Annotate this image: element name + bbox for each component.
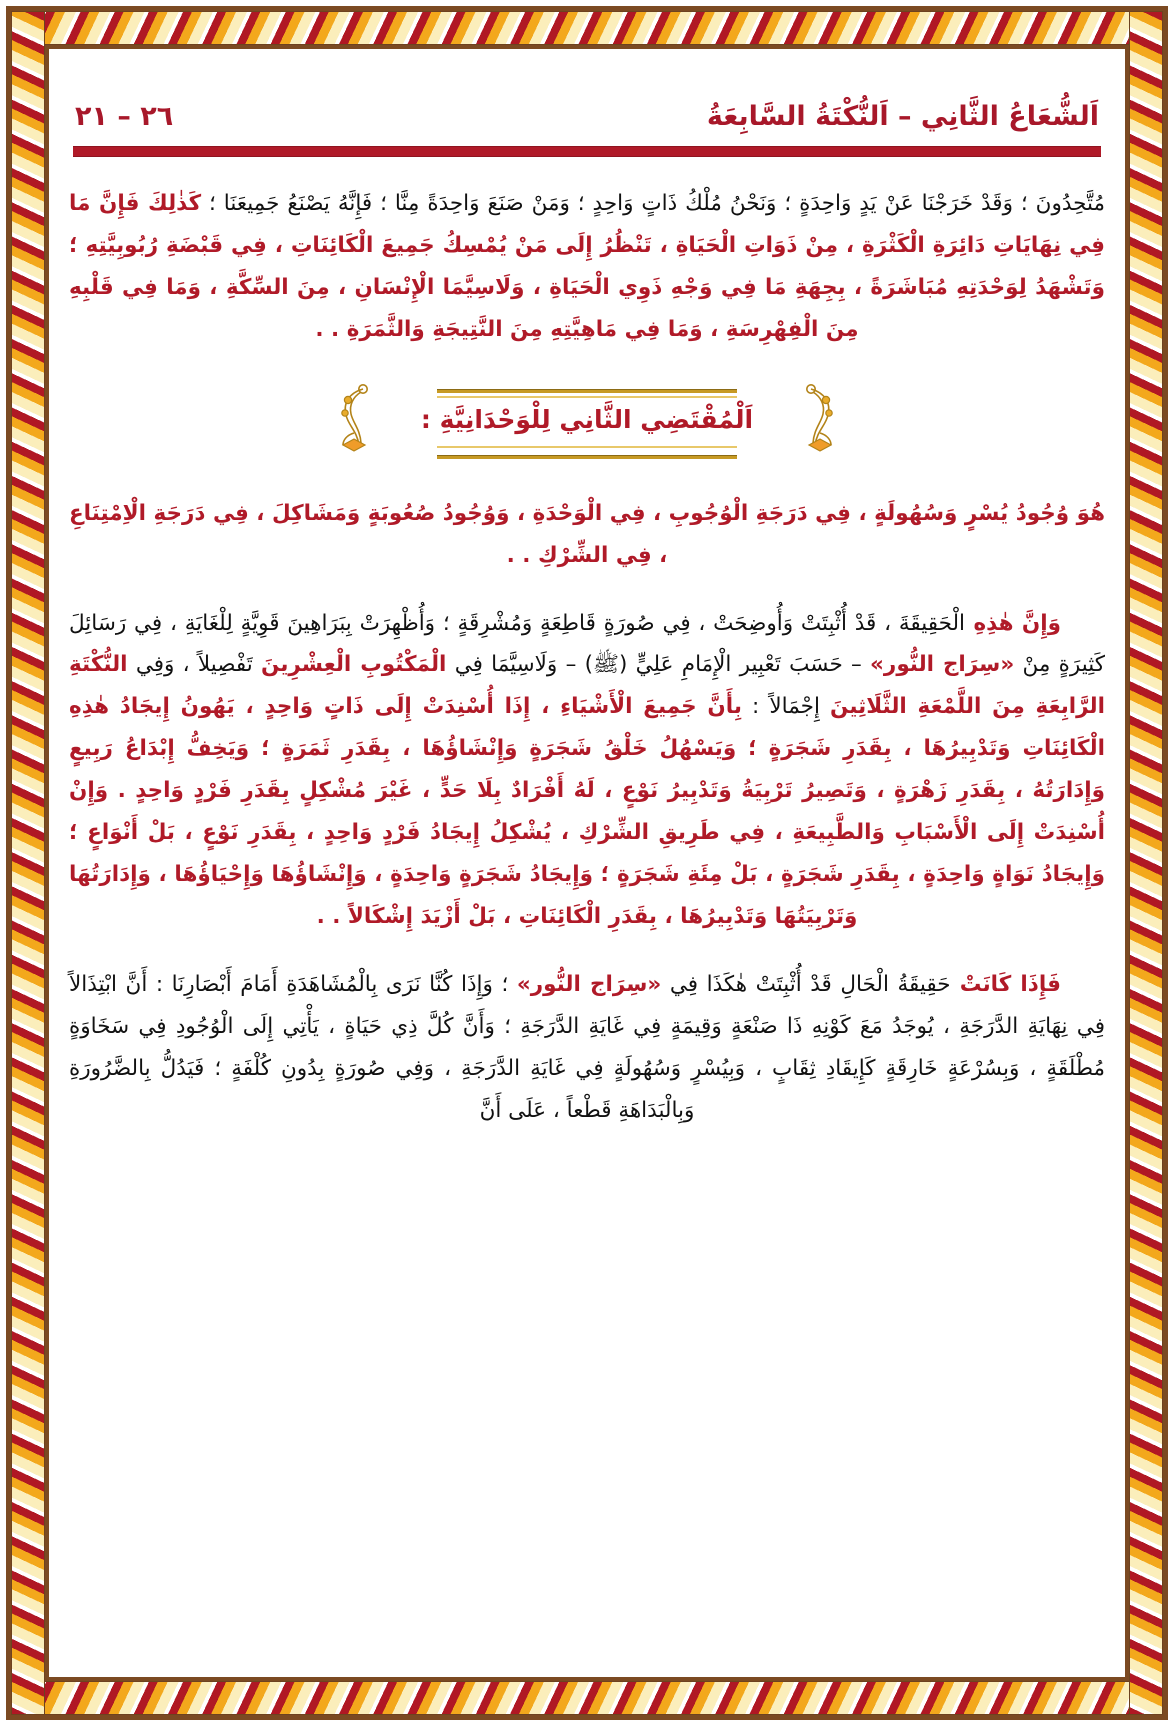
paragraph-4-run-4: ؛ وَإِذَا كُنَّا نَرَى بِالْمُشَاهَدَةِ أَمَامَ أَبْصَارِنَا : أَنَّ ابْتِذَالاً فِي نِهَايَةِ الدَّرَجَةِ ، يُوجَدُ مَعَ كَوْنِهِ ذَا صَنْعَةٍ وَقِيمَةٍ فِي غَايَةِ الدَّرَجَةِ ؛ وَأَنَّ كُلَّ ذِي حَيَاةٍ ، يَأْتِي إِلَى الْوُجُودِ فِي سَخَاوَةٍ مُطْلَقَةٍ ، وَبِسُرْعَةٍ خَارِقَةٍ كَإِيقَادِ ثِقَابٍ ، وَبِيُسْرٍ وَسُهُولَةٍ فِي غَايَةِ الدَّرَجَةِ ، وَفِي صُورَةٍ بِدُونِ كُلْفَةٍ ؛ فَيَدُلُّ بِالضَّرُورَةِ وَبِالْبَدَاهَةِ قَطْعاً ، عَلَى أَنَّ: [69, 971, 1105, 1123]
heading-cartouche: [331, 381, 843, 467]
paragraph-3-run-1: وَإِنَّ هٰذِهِ: [965, 610, 1061, 636]
page-content: [55, 55, 1119, 1671]
paragraph-4-run-1: فَإِذَا كَانَتْ: [950, 971, 1061, 997]
paragraph-3-run-8: إِجْمَالاً :: [741, 694, 831, 720]
header-title: اَلشُّعَاعُ الثَّانِي – اَلنُّكْتَةُ السَّابِعَةُ: [706, 101, 1099, 132]
paragraph-1-run-1: مُتَّحِدُونَ ؛ وَقَدْ خَرَجْنَا عَنْ يَدٍ وَاحِدَةٍ ؛ وَنَحْنُ مُلْكُ ذَاتٍ وَاحِدٍ ؛ وَمَنْ صَنَعَ وَاحِدَةً مِنَّا ؛ فَإِنَّهُ يَصْنَعُ جَمِيعَنَا ؛: [201, 191, 1105, 216]
cartouche-bottom-rule: [437, 455, 737, 459]
paragraph-3-run-2: الْحَقِيقَةَ ، قَدْ أُثْبِتَتْ وَأُوضِحَتْ ، فِي صُورَةٍ قَاطِعَةٍ وَمُشْرِقَةٍ ؛ وَأُظْهِرَتْ بِبَرَاهِينَ قَوِيَّةٍ لِلْغَايَةِ ، فِي رَسَائِلَ كَثِيرَةٍ مِنْ: [69, 610, 1105, 678]
paragraph-3-run-3-siraj-nur: «سِرَاج النُّور»: [870, 652, 1015, 678]
body-text: [63, 183, 1111, 1132]
floral-ornament-right-icon: [803, 383, 837, 453]
paragraph-4-run-2: حَقِيقَةُ الْحَالِ قَدْ أُثْبِتَتْ هٰكَذَا فِي: [661, 971, 951, 997]
border-braid-bottom: [11, 1681, 1163, 1715]
paragraph-4: [69, 964, 1105, 1132]
page-number: ٢٦ – ٢١: [75, 101, 174, 132]
paragraph-3: [69, 603, 1105, 938]
cartouche-top-rule: [437, 389, 737, 393]
heading-box-text: اَلْمُقْتَضِي الثَّانِي لِلْوَحْدَانِيَّةِ :: [420, 404, 754, 434]
floral-ornament-left-icon: [337, 383, 371, 453]
paragraph-3-run-9: بِأَنَّ جَمِيعَ الْأَشْيَاءِ ، إِذَا أُسْنِدَتْ إِلَى ذَاتٍ وَاحِدٍ ، يَهُونُ إِيجَادُ هٰذِهِ الْكَائِنَاتِ وَتَدْبِيرُهَا ، بِقَدَرِ شَجَرَةٍ ؛ وَيَسْهُلُ خَلْقُ شَجَرَةٍ وَإِنْشَاؤُهَا ، بِقَدَرِ ثَمَرَةٍ ؛ وَيَخِفُّ إِبْدَاعُ رَبِيعٍ وَإِدَارَتُهُ ، بِقَدَرِ زَهْرَةٍ ، وَتَصِيرُ تَرْبِيَةُ وَتَدْبِيرُ نَوْعٍ ، لَهُ أَفْرَادٌ بِلَا حَدٍّ ، غَيْرَ مُشْكِلٍ بِقَدَرِ فَرْدٍ وَاحِدٍ . وَإِنْ أُسْنِدَتْ إِلَى الْأَسْبَابِ وَالطَّبِيعَةِ ، فِي طَرِيقِ الشِّرْكِ ، يُشْكِلُ إِيجَادُ فَرْدٍ وَاحِدٍ ، بِقَدَرِ نَوْعٍ ، بَلْ أَنْوَاعٍ ؛ وَإِيجَادُ نَوَاةٍ وَاحِدَةٍ ، بِقَدَرِ شَجَرَةٍ ، بَلْ مِئَةِ شَجَرَةٍ ؛ وَإِيجَادُ شَجَرَةٍ وَاحِدَةٍ ، وَإِنْشَاؤُهَا وَإِحْيَاؤُهَا ، وَإِدَارَتُهَا وَتَرْبِيَتُهَا وَتَدْبِيرُهَا ، بِقَدَرِ الْكَائِنَاتِ ، بَلْ أَزْيَدَ إِشْكَالاً . .: [69, 694, 1105, 929]
header-rule: [73, 146, 1101, 157]
border-braid-right: [1129, 11, 1163, 1715]
border-braid-left: [11, 11, 45, 1715]
paragraph-3-run-7: النُّكْتَةِ الرَّابِعَةِ مِنَ اللَّمْعَةِ الثَّلَاثِينَ: [69, 652, 1105, 720]
paragraph-2: هُوَ وُجُودُ يُسْرٍ وَسُهُولَةٍ ، فِي دَرَجَةِ الْوُجُوبِ ، فِي الْوَحْدَةِ ، وَوُجُودُ صُعُوبَةٍ وَمَشَاكِلَ ، فِي دَرَجَةِ الْاِمْتِنَاعِ ، فِي الشِّرْكِ . .: [69, 500, 1105, 568]
page-header: [63, 101, 1111, 132]
spacer-2: [69, 938, 1105, 964]
border-braid-top: [11, 11, 1163, 45]
spacer-1: [69, 577, 1105, 603]
cartouche-bottom-rule-2: [437, 446, 737, 448]
paragraph-3-run-4: – حَسَبَ تَعْبِير الْإِمَامِ عَلِيٍّ (ﷺ) – وَلَاسِيَّمَا فِي: [446, 652, 871, 678]
heading-cartouche-wrap: [69, 381, 1105, 467]
paragraph-1-run-2: كَذٰلِكَ فَإِنَّ مَا فِي نِهَايَاتِ دَائِرَةِ الْكَثْرَةِ ، مِنْ ذَوَاتِ الْحَيَاةِ ، تَنْظُرُ إِلَى مَنْ يُمْسِكُ جَمِيعَ الْكَائِنَاتِ ، فِي قَبْضَةِ رُبُوبِيَّتِهِ ؛ وَتَشْهَدُ لِوَحْدَتِهِ مُبَاشَرَةً ، بِجِهَةِ مَا فِي وَجْهِ ذَوِي الْحَيَاةِ ، وَلَاسِيَّمَا الْإِنْسَانِ ، مِنَ السِّكَّةِ ، وَمَا فِي قَلْبِهِ مِنَ الْفِهْرِسَةِ ، وَمَا فِي مَاهِيَّتِهِ مِنَ النَّتِيجَةِ وَالثَّمَرَةِ . .: [69, 191, 1105, 342]
paragraph-3-run-5: الْمَكْتُوبِ الْعِشْرِينَ: [261, 652, 447, 678]
paragraph-4-run-3-siraj-nur: «سِرَاج النُّور»: [516, 971, 662, 997]
paragraph-3-run-6: تَفْصِيلاً ، وَفِي: [127, 652, 262, 678]
paragraph-1: [69, 183, 1105, 351]
